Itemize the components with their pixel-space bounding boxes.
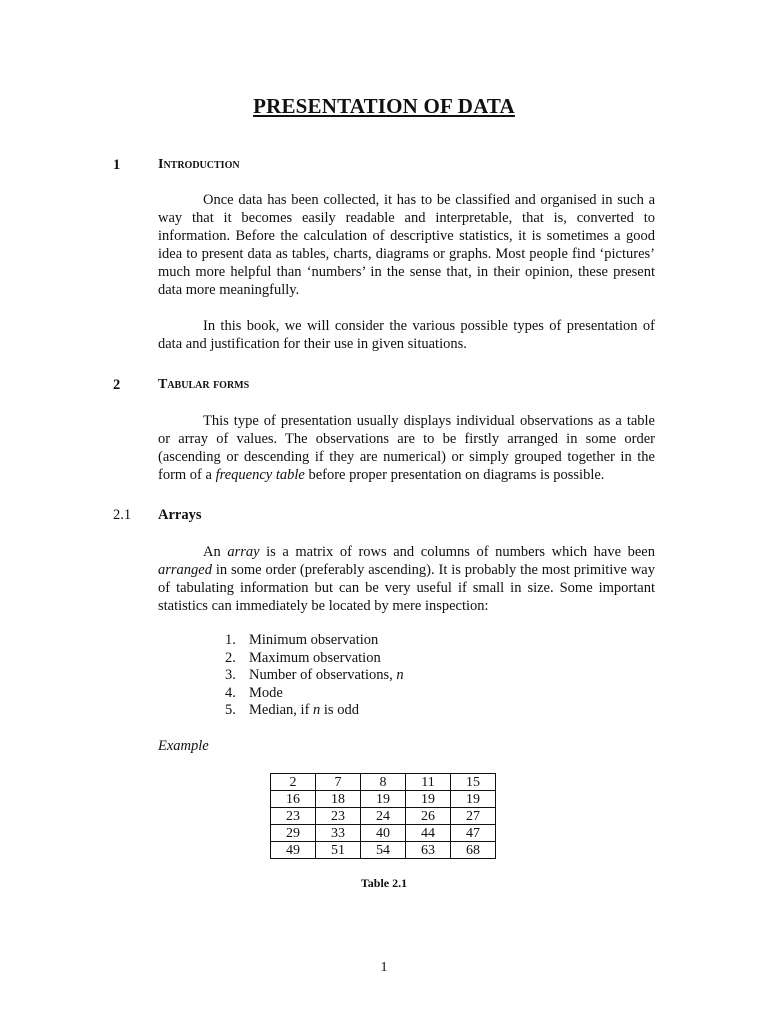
list-item [225, 685, 404, 703]
table-cell: 23 [316, 808, 361, 825]
table-cell: 15 [451, 774, 496, 791]
section-2-number: 2 [113, 377, 121, 393]
section-1-title: Introduction [158, 157, 240, 172]
list-item [225, 667, 404, 685]
table-cell: 2 [271, 774, 316, 791]
table-cell: 63 [406, 842, 451, 859]
section-2-text-b: before proper presentation on diagrams is possible. [304, 467, 605, 483]
list-item-number: 2. [225, 649, 236, 666]
table-row [271, 842, 496, 859]
table-cell: 49 [271, 842, 316, 859]
section-1-paragraph-1-text: Once data has been collected, it has to be classified and organised in such a way that it becomes easily readable and interpretable, that is, converted to information. Before the calculation of descriptive statistics, it is sometimes a good idea to present data as tables, charts, diagrams or graphs. Most people find ‘pictures’ much more helpful than ‘numbers’ in the sense that, in their opinion, these present data more meaningfully. [158, 192, 655, 298]
list-item-number: 4. [225, 684, 236, 701]
example-label: Example [158, 738, 209, 754]
section-2-1-number: 2.1 [113, 507, 132, 523]
arrays-emphasis-arranged: arranged [158, 562, 212, 578]
table-cell: 19 [361, 791, 406, 808]
section-2-title: Tabular forms [158, 377, 250, 392]
list-item-text: Minimum observation [249, 632, 379, 648]
table-cell: 8 [361, 774, 406, 791]
table-cell: 11 [406, 774, 451, 791]
section-1-paragraph-2 [158, 317, 655, 353]
document-title: PRESENTATION OF DATA [253, 94, 515, 118]
table-cell: 19 [406, 791, 451, 808]
table-cell: 19 [451, 791, 496, 808]
table-cell: 33 [316, 825, 361, 842]
table-cell: 29 [271, 825, 316, 842]
list-item-text: Number of observations, [249, 667, 397, 683]
table-cell: 44 [406, 825, 451, 842]
section-1-paragraph-2-text: In this book, we will consider the various possible types of presentation of data and justification for their use in given situations. [158, 318, 655, 352]
page-number: 1 [380, 960, 388, 975]
list-item-number: 3. [225, 667, 236, 683]
table-cell: 54 [361, 842, 406, 859]
table-cell: 24 [361, 808, 406, 825]
table-cell: 27 [451, 808, 496, 825]
table-row [271, 825, 496, 842]
table-cell: 40 [361, 825, 406, 842]
section-2-paragraph-1 [158, 412, 655, 484]
table-cell: 23 [271, 808, 316, 825]
table-row [271, 774, 496, 791]
list-item [225, 702, 404, 720]
section-2-text-a: This type of presentation usually displays individual observations as a table or array of values. The observations are to be firstly arranged in some order (ascending or descending if they are numerical) or simply grouped together in the form of a [158, 413, 655, 483]
table-cell: 7 [316, 774, 361, 791]
list-item-emphasis: n [396, 667, 404, 683]
list-item-text-after: is odd [320, 702, 359, 718]
arrays-text-c: in some order (preferably ascending). It is probably the most primitive way of tabulating information but can be very useful if small in size. Some important statistics can immediately be located by mere inspection: [158, 562, 655, 614]
section-2-1-paragraph [158, 543, 655, 615]
list-item-text: Mode [249, 684, 283, 701]
table-row [271, 808, 496, 825]
table-cell: 26 [406, 808, 451, 825]
arrays-emphasis-array: array [227, 544, 260, 560]
table-cell: 47 [451, 825, 496, 842]
table-row [271, 791, 496, 808]
statistics-list [225, 632, 404, 720]
list-item [225, 650, 404, 668]
section-1-paragraph-1 [158, 191, 655, 299]
section-2-emphasis: frequency table [215, 467, 305, 483]
section-1-number: 1 [113, 157, 121, 173]
list-item-emphasis: n [313, 702, 321, 718]
arrays-text-a: An [203, 544, 228, 560]
table-cell: 18 [316, 791, 361, 808]
table-cell: 68 [451, 842, 496, 859]
section-2-1-title: Arrays [158, 507, 202, 523]
list-item [225, 632, 404, 650]
list-item-number: 1. [225, 632, 236, 648]
table-cell: 51 [316, 842, 361, 859]
list-item-text: Maximum observation [249, 649, 381, 666]
array-table [270, 773, 496, 859]
table-cell: 16 [271, 791, 316, 808]
list-item-text: Median, if [249, 702, 314, 718]
arrays-text-b: is a matrix of rows and columns of numbers which have been [259, 544, 655, 560]
list-item-number: 5. [225, 702, 236, 718]
table-caption: Table 2.1 [360, 876, 408, 890]
